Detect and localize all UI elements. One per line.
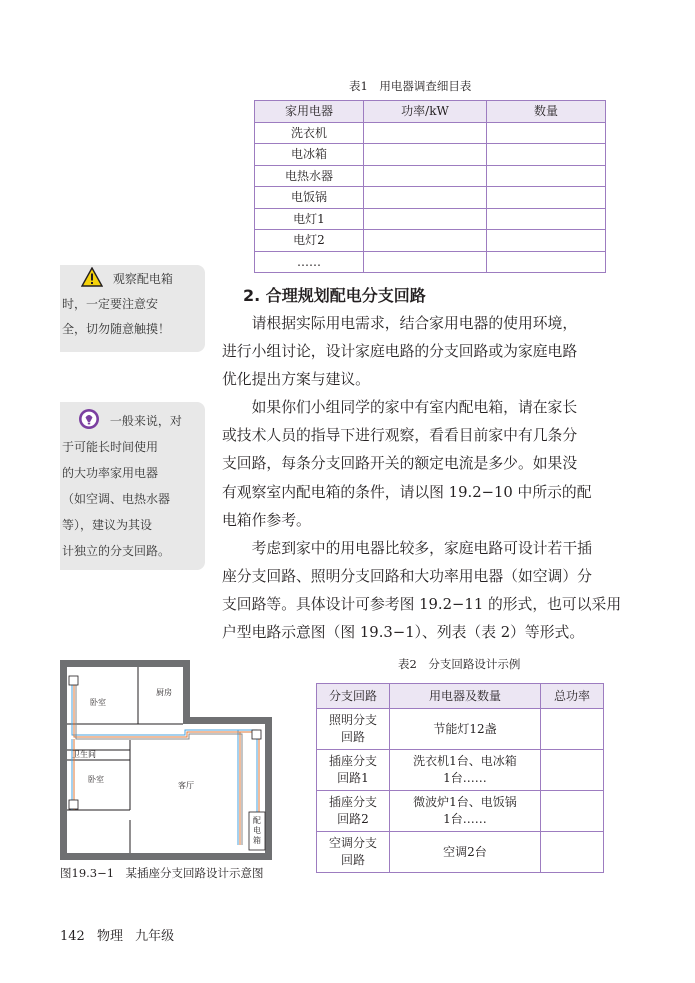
paragraph-line: 有观察室内配电箱的条件，请以图 19.2−10 中所示的配: [222, 483, 592, 501]
table1-cell: ……: [255, 251, 364, 273]
table-row: [255, 165, 606, 187]
warning-sidenote: [60, 265, 205, 352]
table-row: [255, 208, 606, 230]
table1-cell: 洗衣机: [255, 122, 364, 144]
table-row: [255, 122, 606, 144]
table-row: [255, 251, 606, 273]
footer-subject: 物理: [96, 929, 123, 944]
table2-caption: 表2 分支回路设计示例: [398, 657, 521, 671]
paragraph-line: 考虑到家中的用电器比较多，家庭电路可设计若干插: [222, 539, 592, 557]
table1-header: 家用电器: [255, 101, 364, 123]
room-label: 卫生间: [72, 750, 96, 759]
page-footer: [60, 925, 174, 944]
table1-caption: 表1 用电器调查细目表: [349, 79, 472, 93]
table2-header: 用电器及数量: [390, 684, 541, 709]
table-row: [317, 791, 604, 832]
appliance-cell: 洗衣机1台、电冰箱 1台……: [390, 750, 541, 791]
table1-cell: 电饭锅: [255, 187, 364, 209]
paragraph-line: 座分支回路、照明分支回路和大功率用电器（如空调）分: [222, 567, 592, 585]
distribution-box-label-3: 箱: [253, 836, 261, 845]
tip-text: 于可能长时间使用: [62, 440, 159, 454]
table1-header: 功率/kW: [364, 101, 487, 123]
table-row: [317, 750, 604, 791]
table1-cell: 电热水器: [255, 165, 364, 187]
section-heading: 2. 合理规划配电分支回路: [243, 286, 426, 305]
table2-header: 总功率: [541, 684, 604, 709]
table1-header: 数量: [487, 101, 606, 123]
paragraph-line: 如果你们小组同学的家中有室内配电箱，请在家长: [222, 399, 578, 417]
paragraph-line: 进行小组讨论，设计家庭电路的分支回路或为家庭电路: [222, 343, 578, 361]
warning-text: 观察配电箱: [112, 272, 173, 286]
appliance-cell: 空调2台: [390, 832, 541, 873]
total-cell: [541, 750, 604, 791]
warning-text: 时，一定要注意安: [62, 297, 159, 311]
circuit-cell: 插座分支 回路1: [317, 750, 390, 791]
circuit-cell: 照明分支 回路: [317, 709, 390, 750]
room-label: 客厅: [178, 781, 194, 790]
room-label: 卧室: [90, 698, 106, 707]
paragraph-line: 或技术人员的指导下进行观察，看看目前家中有几条分: [222, 427, 578, 445]
circuit-cell: 插座分支 回路2: [317, 791, 390, 832]
warning-first-line: [62, 267, 205, 292]
warning-text: 全，切勿随意触摸！: [62, 322, 171, 336]
table2: [316, 683, 604, 873]
paragraph-line: 户型电路示意图（图 19.3−1）、列表（表 2）等形式。: [222, 624, 585, 642]
paragraph-line: 请根据实际用电需求，结合家用电器的使用环境，: [222, 315, 578, 332]
table1-cell: 电灯2: [255, 230, 364, 252]
table2-header: 分支回路: [317, 684, 390, 709]
tip-first-line: [62, 408, 205, 434]
tip-text: 的大功率家用电器: [62, 466, 159, 480]
paragraph-line: 支回路，每条分支回路开关的额定电流是多少。如果没: [222, 455, 578, 473]
lightbulb-icon: [78, 408, 100, 430]
appliance-cell: 微波炉1台、电饭锅 1台……: [390, 791, 541, 832]
circuit-cell: 空调分支 回路: [317, 832, 390, 873]
tip-text: 等），建议为其设: [62, 518, 153, 532]
warning-icon: [81, 267, 103, 287]
figure-caption: 图19.3−1 某插座分支回路设计示意图: [60, 866, 264, 880]
table-row: [255, 187, 606, 209]
paragraph-line: 优化提出方案与建议。: [222, 371, 370, 389]
tip-text: （如空调、电热水器: [62, 492, 171, 506]
table-row: [317, 832, 604, 873]
tip-text: 一般来说，对: [109, 414, 182, 428]
room-label: 卧室: [88, 775, 104, 784]
total-cell: [541, 832, 604, 873]
tip-text: 计独立的分支回路。: [62, 544, 171, 558]
tip-sidenote: [60, 402, 205, 570]
total-cell: [541, 791, 604, 832]
table1-cell: 电冰箱: [255, 144, 364, 166]
page-number: 142: [60, 929, 85, 944]
floor-plan-figure: [60, 660, 272, 860]
total-cell: [541, 709, 604, 750]
footer-grade: 九年级: [135, 929, 175, 944]
table-row: [317, 709, 604, 750]
paragraph-line: 支回路等。具体设计可参考图 19.2−11 的形式，也可以采用: [222, 595, 622, 613]
table1: [254, 100, 606, 273]
paragraph-line: 电箱作参考。: [222, 511, 311, 529]
table-row: [255, 144, 606, 166]
distribution-box-label-1: 配: [253, 816, 261, 825]
table1-cell: 电灯1: [255, 208, 364, 230]
appliance-cell: 节能灯12盏: [390, 709, 541, 750]
body-text: [222, 310, 621, 647]
table-row: [255, 230, 606, 252]
distribution-box-label-2: 电: [253, 826, 261, 835]
room-label: 厨房: [156, 688, 172, 697]
